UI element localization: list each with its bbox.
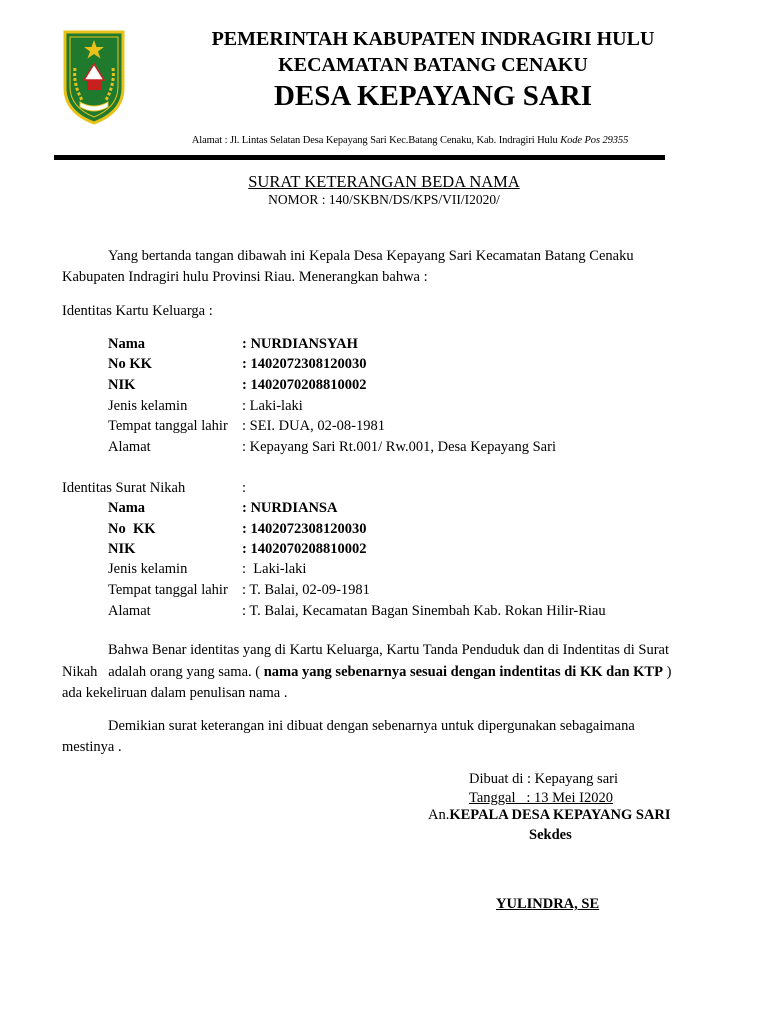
letterhead-divider [54,155,665,160]
postal-code: Kode Pos 29355 [560,135,629,146]
signature-an-prefix: An. [428,807,450,823]
nikah-label-jenis-kelamin: Jenis kelamin [108,561,188,577]
nikah-value-alamat: : T. Balai, Kecamatan Bagan Sinembah Kab. Rokan Hilir-Riau [242,603,606,619]
address-text: Alamat : Jl. Lintas Selatan Desa Kepayang Sari Kec.Batang Cenaku, Kab. Indragiri Hulu [191,135,561,146]
statement-line-1: Bahwa Benar identitas yang di Kartu Keluarga, Kartu Tanda Penduduk dan di Indentitas di Surat [108,642,669,658]
kk-value-ttl: : SEI. DUA, 02-08-1981 [242,418,385,434]
kk-label-no-kk: No KK [108,356,152,372]
kk-label-nik: NIK [108,377,136,393]
intro-line-1: Yang bertanda tangan dibawah ini Kepala Desa Kepayang Sari Kecamatan Batang Cenaku [108,248,634,264]
nikah-value-no-kk: : 1402072308120030 [242,521,367,537]
signature-date: Tanggal : 13 Mei I2020 [469,790,613,806]
nikah-label-alamat: Alamat [108,603,151,619]
nikah-value-ttl: : T. Balai, 02-09-1981 [242,582,370,598]
statement-emphasis: nama yang sebenarnya sesuai dengan indentitas di KK dan KTP [263,664,663,680]
intro-line-2: Kabupaten Indragiri hulu Provinsi Riau. Menerangkan bahwa : [62,269,428,285]
kk-value-nama: : NURDIANSYAH [242,336,358,352]
kk-label-jenis-kelamin: Jenis kelamin [108,398,188,414]
nikah-value-nama: : NURDIANSA [242,500,338,516]
kk-value-jenis-kelamin: : Laki-laki [242,398,303,414]
letter-number: NOMOR : 140/SKBN/DS/KPS/VII/I2020/ [268,192,500,207]
statement-line-2-suffix: ) [662,664,672,680]
letterhead-regency: PEMERINTAH KABUPATEN INDRAGIRI HULU [211,28,655,50]
closing-line-2: mestinya . [62,739,122,755]
nikah-heading-colon: : [242,480,247,496]
kk-label-nama: Nama [108,336,146,352]
signature-position: Sekdes [529,827,572,843]
closing-line-1: Demikian surat keterangan ini dibuat dengan sebenarnya untuk dipergunakan sebagaimana [108,718,635,734]
statement-line-2 [62,664,671,681]
signature-an-title: KEPALA DESA KEPAYANG SARI [449,807,671,823]
nikah-label-ttl: Tempat tanggal lahir [108,582,228,598]
letter-title: SURAT KETERANGAN BEDA NAMA [248,172,520,191]
logo-house-base [87,80,101,90]
kk-section-heading: Identitas Kartu Keluarga : [62,303,213,319]
signature-name: YULINDRA, SE [496,896,600,912]
nikah-value-nik: : 1402070208810002 [242,541,367,557]
signature-place: Dibuat di : Kepayang sari [469,771,618,787]
letterhead-address [110,135,710,146]
nikah-value-jenis-kelamin: : Laki-laki [242,561,307,577]
nikah-label-nama: Nama [108,500,146,516]
signature-an-line [428,807,671,824]
kk-value-no-kk: : 1402072308120030 [242,356,367,372]
letterhead-district: KECAMATAN BATANG CENAKU [278,54,588,76]
nikah-label-nik: NIK [108,541,136,557]
statement-line-3: ada kekeliruan dalam penulisan nama . [62,685,288,701]
nikah-label-no-kk: No KK [108,521,156,537]
statement-line-2-prefix: Nikah adalah orang yang sama. ( [62,664,264,680]
kk-label-ttl: Tempat tanggal lahir [108,418,228,434]
nikah-section-heading: Identitas Surat Nikah [62,480,186,496]
kk-value-alamat: : Kepayang Sari Rt.001/ Rw.001, Desa Kepayang Sari [242,439,556,455]
kk-label-alamat: Alamat [108,439,151,455]
kk-value-nik: : 1402070208810002 [242,377,367,393]
letterhead-village: DESA KEPAYANG SARI [273,80,593,112]
